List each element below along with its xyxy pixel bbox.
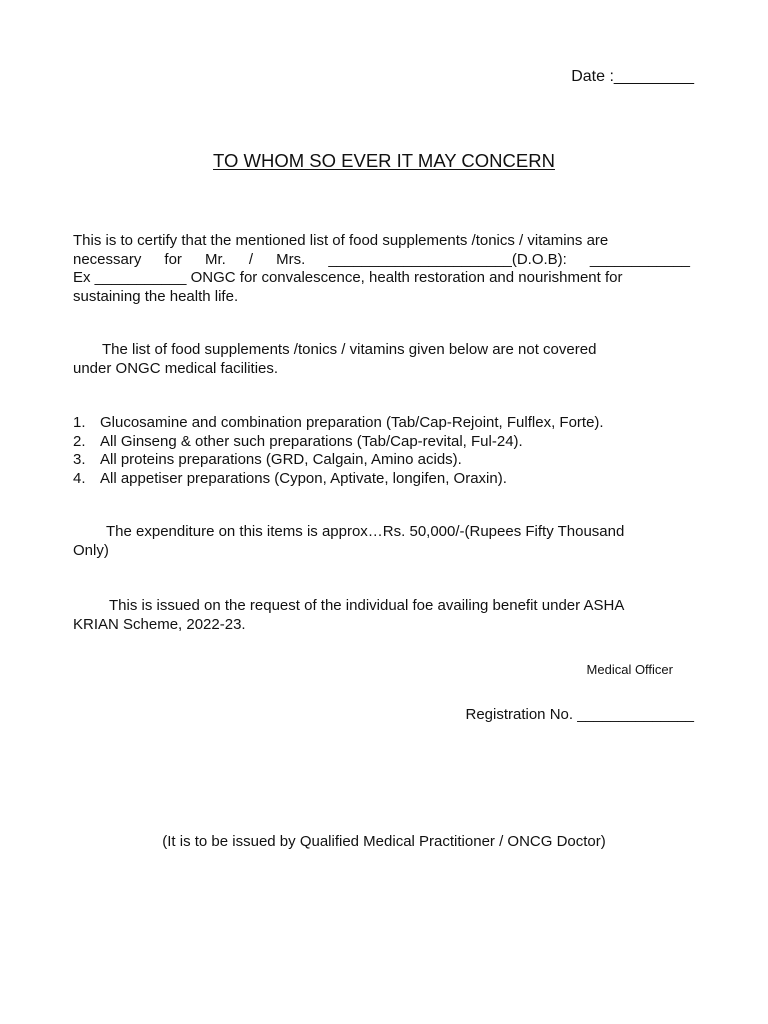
list-intro-text-1: The list of food supplements /tonics / vitamins given below are not covered (102, 341, 597, 358)
dob-blank: ____________ (589, 250, 690, 268)
medical-officer-label: Medical Officer (586, 662, 673, 677)
certification-line-3: Ex ___________ ONGC for convalescence, health restoration and nourishment for (73, 269, 623, 286)
footer-note: (It is to be issued by Qualified Medical Practitioner / ONCG Doctor) (162, 833, 606, 850)
list-item-text: All Ginseng & other such preparations (Tab/Cap-revital, Ful-24). (100, 432, 523, 450)
issued-line-1 (73, 597, 690, 616)
supplement-list (73, 414, 713, 488)
page-title: TO WHOM SO EVER IT MAY CONCERN (213, 150, 555, 171)
certification-word: Mr. (204, 250, 226, 268)
certification-word: / (248, 250, 254, 268)
list-item-number: 2. (73, 432, 86, 450)
expenditure-line-1 (73, 523, 690, 542)
list-item-text: All appetiser preparations (Cypon, Aptivate, longifen, Oraxin). (100, 469, 507, 487)
certification-paragraph (73, 232, 690, 306)
date-field: Date :_________ (571, 68, 694, 85)
expenditure-paragraph (73, 523, 690, 560)
certification-word: Mrs. (276, 250, 306, 268)
certification-line-4: sustaining the health life. (73, 287, 239, 305)
list-intro-line-2: under ONGC medical facilities. (73, 359, 279, 377)
dob-field: ______________________(D.O.B): (328, 250, 567, 268)
certification-word: for (164, 250, 182, 268)
list-item (73, 470, 713, 489)
certification-line-2 (73, 251, 690, 270)
certification-word: necessary (73, 250, 142, 268)
expenditure-line-2: Only) (73, 541, 109, 559)
list-item-number: 3. (73, 451, 86, 468)
list-intro-paragraph (73, 341, 690, 378)
list-item (73, 451, 713, 470)
list-item (73, 414, 713, 433)
issued-line-2: KRIAN Scheme, 2022-23. (73, 615, 246, 633)
issued-paragraph (73, 597, 690, 634)
certification-line-1: This is to certify that the mentioned list of food supplements /tonics / vitamins are (73, 232, 609, 249)
list-item-text: Glucosamine and combination preparation (Tab/Cap-Rejoint, Fulflex, Forte). (100, 414, 604, 431)
registration-number-field: Registration No. ______________ (465, 706, 694, 723)
list-item-number: 1. (73, 414, 86, 431)
list-item-number: 4. (73, 469, 86, 487)
issued-text-1: This is issued on the request of the individual foe availing benefit under ASHA (109, 597, 625, 614)
list-intro-line-1 (73, 341, 690, 360)
list-item (73, 433, 713, 452)
list-item-text: All proteins preparations (GRD, Calgain, Amino acids). (100, 451, 462, 468)
expenditure-text-1: The expenditure on this items is approx…Rs. 50,000/-(Rupees Fifty Thousand (106, 523, 625, 540)
